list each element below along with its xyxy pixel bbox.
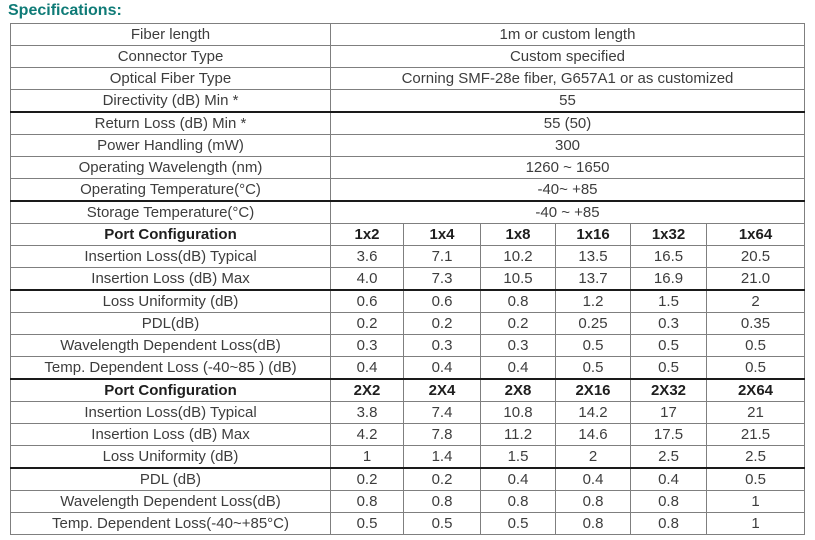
data-row-tdl-1x [11, 357, 805, 380]
port-column-header: 2X4 [404, 379, 481, 402]
data-cell: 17 [631, 402, 707, 424]
data-cell: 2.5 [631, 446, 707, 469]
data-cell: 0.5 [631, 357, 707, 380]
spec-value: -40 ~ +85 [331, 201, 805, 224]
data-cell: 20.5 [707, 246, 805, 268]
port-column-header: 1x2 [331, 224, 404, 246]
data-cell: 0.8 [481, 491, 556, 513]
data-cell: 10.5 [481, 268, 556, 291]
data-cell: 1 [331, 446, 404, 469]
spec-label: Insertion Loss (dB) Max [11, 424, 331, 446]
data-cell: 0.2 [331, 313, 404, 335]
page-title: Specifications: [8, 2, 122, 19]
port-column-header: 2X8 [481, 379, 556, 402]
data-cell: 0.5 [707, 335, 805, 357]
spec-row-return-loss [11, 112, 805, 135]
port-config-header-label: Port Configuration [11, 224, 331, 246]
spec-value: 55 [331, 90, 805, 113]
data-cell: 0.3 [404, 335, 481, 357]
spec-row-power-handling [11, 135, 805, 157]
data-cell: 1.2 [556, 290, 631, 313]
spec-label: Insertion Loss(dB) Typical [11, 402, 331, 424]
data-cell: 14.6 [556, 424, 631, 446]
data-cell: 0.5 [556, 357, 631, 380]
spec-label: Optical Fiber Type [11, 68, 331, 90]
data-cell: 7.1 [404, 246, 481, 268]
data-cell: 1.5 [481, 446, 556, 469]
data-cell: 0.6 [331, 290, 404, 313]
data-cell: 13.7 [556, 268, 631, 291]
data-cell: 0.5 [404, 513, 481, 535]
data-cell: 0.8 [631, 513, 707, 535]
data-cell: 0.4 [404, 357, 481, 380]
spec-label: Temp. Dependent Loss(-40~+85°C) [11, 513, 331, 535]
data-cell: 1 [707, 491, 805, 513]
port-column-header: 1x4 [404, 224, 481, 246]
data-cell: 1.5 [631, 290, 707, 313]
spec-row-operating-wavelength [11, 157, 805, 179]
data-row-pdl-1x [11, 313, 805, 335]
data-cell: 0.8 [404, 491, 481, 513]
spec-label: Wavelength Dependent Loss(dB) [11, 335, 331, 357]
data-cell: 21 [707, 402, 805, 424]
spec-label: Loss Uniformity (dB) [11, 446, 331, 469]
port-column-header: 2X2 [331, 379, 404, 402]
spec-row-storage-temperature [11, 201, 805, 224]
data-cell: 17.5 [631, 424, 707, 446]
data-cell: 10.8 [481, 402, 556, 424]
port-column-header: 1x64 [707, 224, 805, 246]
data-cell: 21.0 [707, 268, 805, 291]
data-cell: 16.9 [631, 268, 707, 291]
spec-label: Connector Type [11, 46, 331, 68]
data-cell: 0.5 [631, 335, 707, 357]
data-row-il-max-1x [11, 268, 805, 291]
port-config-header-label: Port Configuration [11, 379, 331, 402]
spec-label: Wavelength Dependent Loss(dB) [11, 491, 331, 513]
data-cell: 0.4 [331, 357, 404, 380]
port-column-header: 1x32 [631, 224, 707, 246]
spec-label: Directivity (dB) Min * [11, 90, 331, 113]
spec-value: 55 (50) [331, 112, 805, 135]
spec-row-operating-temperature [11, 179, 805, 202]
data-row-loss-uniformity-1x [11, 290, 805, 313]
data-row-il-typical-1x [11, 246, 805, 268]
data-cell: 0.5 [707, 468, 805, 491]
data-cell: 0.5 [556, 335, 631, 357]
spec-label: PDL (dB) [11, 468, 331, 491]
data-cell: 0.25 [556, 313, 631, 335]
spec-label: Loss Uniformity (dB) [11, 290, 331, 313]
data-cell: 0.4 [481, 468, 556, 491]
spec-label: Return Loss (dB) Min * [11, 112, 331, 135]
data-cell: 7.4 [404, 402, 481, 424]
spec-value: Corning SMF-28e fiber, G657A1 or as customized [331, 68, 805, 90]
port-column-header: 2X16 [556, 379, 631, 402]
data-cell: 0.5 [707, 357, 805, 380]
port-config-header-row-2x [11, 379, 805, 402]
data-cell: 0.2 [481, 313, 556, 335]
data-row-wdl-1x [11, 335, 805, 357]
spec-row-fiber-length [11, 24, 805, 46]
port-config-header-row-1x [11, 224, 805, 246]
port-column-header: 2X32 [631, 379, 707, 402]
data-cell: 0.3 [481, 335, 556, 357]
data-cell: 0.6 [404, 290, 481, 313]
data-cell: 0.2 [331, 468, 404, 491]
data-row-il-typical-2x [11, 402, 805, 424]
spec-row-connector-type [11, 46, 805, 68]
data-cell: 0.8 [556, 513, 631, 535]
spec-value: 1260 ~ 1650 [331, 157, 805, 179]
data-cell: 2 [556, 446, 631, 469]
spec-label: Operating Wavelength (nm) [11, 157, 331, 179]
spec-value: 300 [331, 135, 805, 157]
data-cell: 0.8 [481, 290, 556, 313]
spec-row-optical-fiber-type [11, 68, 805, 90]
data-cell: 2 [707, 290, 805, 313]
spec-row-directivity [11, 90, 805, 113]
port-column-header: 1x16 [556, 224, 631, 246]
data-cell: 0.4 [631, 468, 707, 491]
spec-label: Operating Temperature(°C) [11, 179, 331, 202]
data-cell: 4.0 [331, 268, 404, 291]
spec-label: Fiber length [11, 24, 331, 46]
data-cell: 0.35 [707, 313, 805, 335]
data-cell: 3.8 [331, 402, 404, 424]
data-row-pdl-2x [11, 468, 805, 491]
data-cell: 11.2 [481, 424, 556, 446]
spec-label: Insertion Loss(dB) Typical [11, 246, 331, 268]
data-cell: 16.5 [631, 246, 707, 268]
data-cell: 4.2 [331, 424, 404, 446]
data-row-loss-uniformity-2x [11, 446, 805, 469]
data-cell: 13.5 [556, 246, 631, 268]
data-cell: 7.3 [404, 268, 481, 291]
data-cell: 0.2 [404, 313, 481, 335]
data-cell: 0.8 [331, 491, 404, 513]
port-column-header: 1x8 [481, 224, 556, 246]
data-cell: 0.8 [631, 491, 707, 513]
data-cell: 0.3 [631, 313, 707, 335]
spec-label: Temp. Dependent Loss (-40~85 ) (dB) [11, 357, 331, 380]
spec-value: 1m or custom length [331, 24, 805, 46]
data-cell: 0.5 [481, 513, 556, 535]
specifications-table [10, 23, 805, 535]
data-cell: 0.3 [331, 335, 404, 357]
data-row-tdl-2x [11, 513, 805, 535]
data-cell: 0.5 [331, 513, 404, 535]
spec-value: -40~ +85 [331, 179, 805, 202]
data-cell: 1.4 [404, 446, 481, 469]
data-cell: 7.8 [404, 424, 481, 446]
data-cell: 10.2 [481, 246, 556, 268]
data-cell: 14.2 [556, 402, 631, 424]
data-cell: 1 [707, 513, 805, 535]
data-cell: 3.6 [331, 246, 404, 268]
spec-label: PDL(dB) [11, 313, 331, 335]
data-cell: 2.5 [707, 446, 805, 469]
port-column-header: 2X64 [707, 379, 805, 402]
spec-label: Insertion Loss (dB) Max [11, 268, 331, 291]
spec-label: Power Handling (mW) [11, 135, 331, 157]
data-cell: 0.4 [556, 468, 631, 491]
data-cell: 0.8 [556, 491, 631, 513]
data-row-il-max-2x [11, 424, 805, 446]
data-cell: 0.4 [481, 357, 556, 380]
data-cell: 21.5 [707, 424, 805, 446]
spec-label: Storage Temperature(°C) [11, 201, 331, 224]
data-cell: 0.2 [404, 468, 481, 491]
spec-value: Custom specified [331, 46, 805, 68]
data-row-wdl-2x [11, 491, 805, 513]
